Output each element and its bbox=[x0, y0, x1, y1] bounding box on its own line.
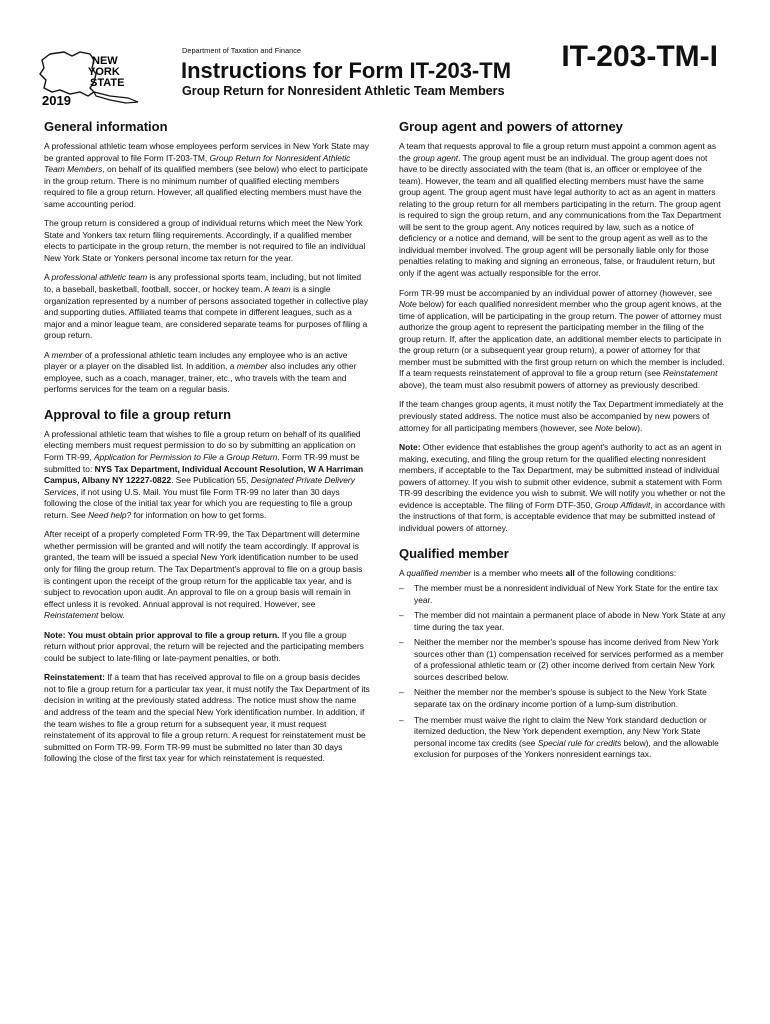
reinstatement-paragraph: Reinstatement: If a team that has received approval to file on a group basis decides not to file a group return for a particular tax year, it must notify the Tax Department of its decision in writing at the previously stated address. The notice must show the name and address of the team and the special New York identification number. In addition, if the team wishes to file a group return for a subsequent year, it must request reinstatement of its approval to file a group return. A request for reinstatement must be submitted on Form TR-99. Form TR-99 must be submitted no later than 30 days following the close of the first tax year for which reinstatement is requested. bbox=[44, 672, 370, 764]
agent-paragraph-2: Form TR-99 must be accompanied by an individual power of attorney (however, see Note below) for each qualified nonresident member who the group agent knows, at the time of application, will be participating in the group return. The power of attorney must authorize the group agent to represent the participating member in the filing of the group return. If, after the application date, an additional member elects to participate in the group return (or a subsequent year group return), a power of attorney for that member must be submitted with the first group return on which the member is included. If a team requests reinstatement of approval to file a group return (see Reinstatement above), the team must also resubmit powers of attorney as previously described. bbox=[399, 287, 725, 390]
list-item: – The member must be a nonresident individual of New York State for the entire tax year. bbox=[399, 583, 726, 606]
page-title: Instructions for Form IT-203-TM bbox=[181, 58, 512, 83]
page-subtitle: Group Return for Nonresident Athletic Team Members bbox=[182, 84, 505, 98]
logo-line3: STATE bbox=[90, 77, 125, 89]
department-name: Department of Taxation and Finance bbox=[182, 46, 302, 55]
long-island-icon bbox=[94, 92, 138, 103]
general-information-heading: General information bbox=[44, 119, 168, 134]
qualified-conditions-list bbox=[399, 583, 726, 761]
nys-logo bbox=[30, 48, 142, 108]
general-paragraph-2: The group return is considered a group of individual returns which meet the New York State and Yonkers tax return filing requirements. Accordingly, if a qualified member elects to participate in the group return, the member is not required to file an individual New York State or Yonkers personal income tax return for the year. bbox=[44, 218, 366, 263]
general-paragraph-4: A member of a professional athletic team includes any employee who is an active player or a player on the disabled list. In addition, a member also includes any other employee, such as a coach, manager, trainer, etc., who travels with the team and performs services for the team on a regular basis. bbox=[44, 349, 357, 395]
left-column bbox=[44, 118, 370, 773]
qualified-intro: A qualified member is a member who meets all of the following conditions: bbox=[399, 567, 677, 578]
list-item: – Neither the member nor the member's spouse is subject to the New York State separate tax on the ordinary income portion of a lump-sum distribution. bbox=[399, 687, 726, 710]
right-column bbox=[399, 118, 726, 765]
list-item: – Neither the member nor the member's spouse has income derived from New York sources other than (1) compensation received for services performed as a member of a professional athletic team or (2) other income derived from certain New York sources described below. bbox=[399, 637, 726, 683]
approval-paragraph-2: After receipt of a properly completed Form TR-99, the Tax Department will determine whether permission will be granted and will notify the team accordingly. If approval is granted, the team will be issued a special New York identification number to be used only for filing the group return. The Tax Department's approval to file on a group basis is contingent upon the receipt of the group return for the applicable tax year, and is subject to revocation upon audit. An approval to file on a group basis will remain in effect unless it is revoked. Annual approval is not required. However, see Reinstatement below. bbox=[44, 529, 363, 621]
logo-line2: YORK bbox=[88, 66, 120, 78]
agent-paragraph-1: A team that requests approval to file a group return must appoint a common agent as the group agent. The group agent must be an individual. The group agent does not have to be directly associated with the team (that is, an officer or employee of the team). However, the team and all qualified electing members must have the same group agent. The group agent must have legal authority to act as an agent in matters relating to the group return for all members participating in the return. The group agent is required to sign the group return, and any communications from the Tax Department will be sent to the group agent. Any notices required by law, such as a notice of deficiency or a notice and demand, will be sent to the group agent as well as to the individual member involved. The group agent will be personally liable only for those penalties relating to making and signing an erroneous, false, or fraudulent return, but only if the agent was actually responsible for the error. bbox=[399, 141, 722, 279]
general-paragraph-3: A professional athletic team is any professional sports team, including, but not limited to, a baseball, basketball, football, soccer, or hockey team. A team is a single organization represented by a number of persons associated together in collective play and supporting duties. Affiliated teams that compete in different leagues, such as a major and a minor league team, are considered separate teams for purposes of filing a group return. bbox=[44, 272, 369, 341]
list-item: – The member did not maintain a permanent place of abode in New York State at any time during the tax year. bbox=[399, 610, 726, 633]
group-agent-heading: Group agent and powers of attorney bbox=[399, 119, 623, 134]
logo-year: 2019 bbox=[42, 93, 71, 108]
approval-heading: Approval to file a group return bbox=[44, 406, 232, 422]
list-item: – The member must waive the right to claim the New York standard deduction or itemized deduction, the New York dependent exemption, any New York State personal income tax credits (see Special rule for credits below), and the allowable exclusion for purposes of the Yonkers nonresident earnings tax. bbox=[399, 715, 726, 761]
logo-line1: NEW bbox=[92, 55, 118, 67]
form-number: IT-203-TM-I bbox=[561, 40, 718, 73]
agent-paragraph-3: If the team changes group agents, it must notify the Tax Department immediately at the previously stated address. The notice must also be accompanied by new powers of attorney for all participating members (however, see Note below). bbox=[399, 399, 724, 433]
agent-note: Note: Other evidence that establishes the group agent's authority to act as an agent in making, executing, and filing the group return for the qualified electing nonresident members, if acceptable to the Tax Department, may be submitted instead of individual powers of attorney. If you wish to submit other evidence, submit a statement with Form TR-99 describing the evidence you wish to submit. We will notify you whether or not the evidence is acceptable. The filing of Form DTF-350, Group Affidavit, in accordance with the instructions of that form, is acceptable evidence that may be submitted instead of individual powers of attorney. bbox=[399, 442, 726, 533]
approval-note: Note: You must obtain prior approval to file a group return. If you file a group return without prior approval, the return will be rejected and the participating members could be subject to late-filing or late-payment penalties, or both. bbox=[44, 629, 364, 663]
qualified-member-heading: Qualified member bbox=[399, 545, 509, 561]
general-paragraph-1: A professional athletic team whose employees perform services in New York State may be granted approval to file Form IT-203-TM, Group Return for Nonresident Athletic Team Members, on behalf of its qualified members (see below) who elect to participate in the group return. There is no minimum number of qualified electing members required to file a group return. However, all qualified electing members must have the same accounting period. bbox=[44, 141, 369, 209]
approval-paragraph-1: A professional athletic team that wishes to file a group return on behalf of its qualified electing members must request permission to do so by submitting an application on Form TR-99, Application for Permission to File a Group Return. Form TR-99 must be submitted to: NYS Tax Department, Individual Account Resolution, W A Harriman Campus, Albany NY 12227-0822. See Publication 55, Designated Private Delivery Services, if not using U.S. Mail. You must file Form TR-99 no later than 30 days following the close of the initial tax year for which you are requesting to file a group return. See Need help? for information on how to get forms. bbox=[44, 428, 364, 520]
